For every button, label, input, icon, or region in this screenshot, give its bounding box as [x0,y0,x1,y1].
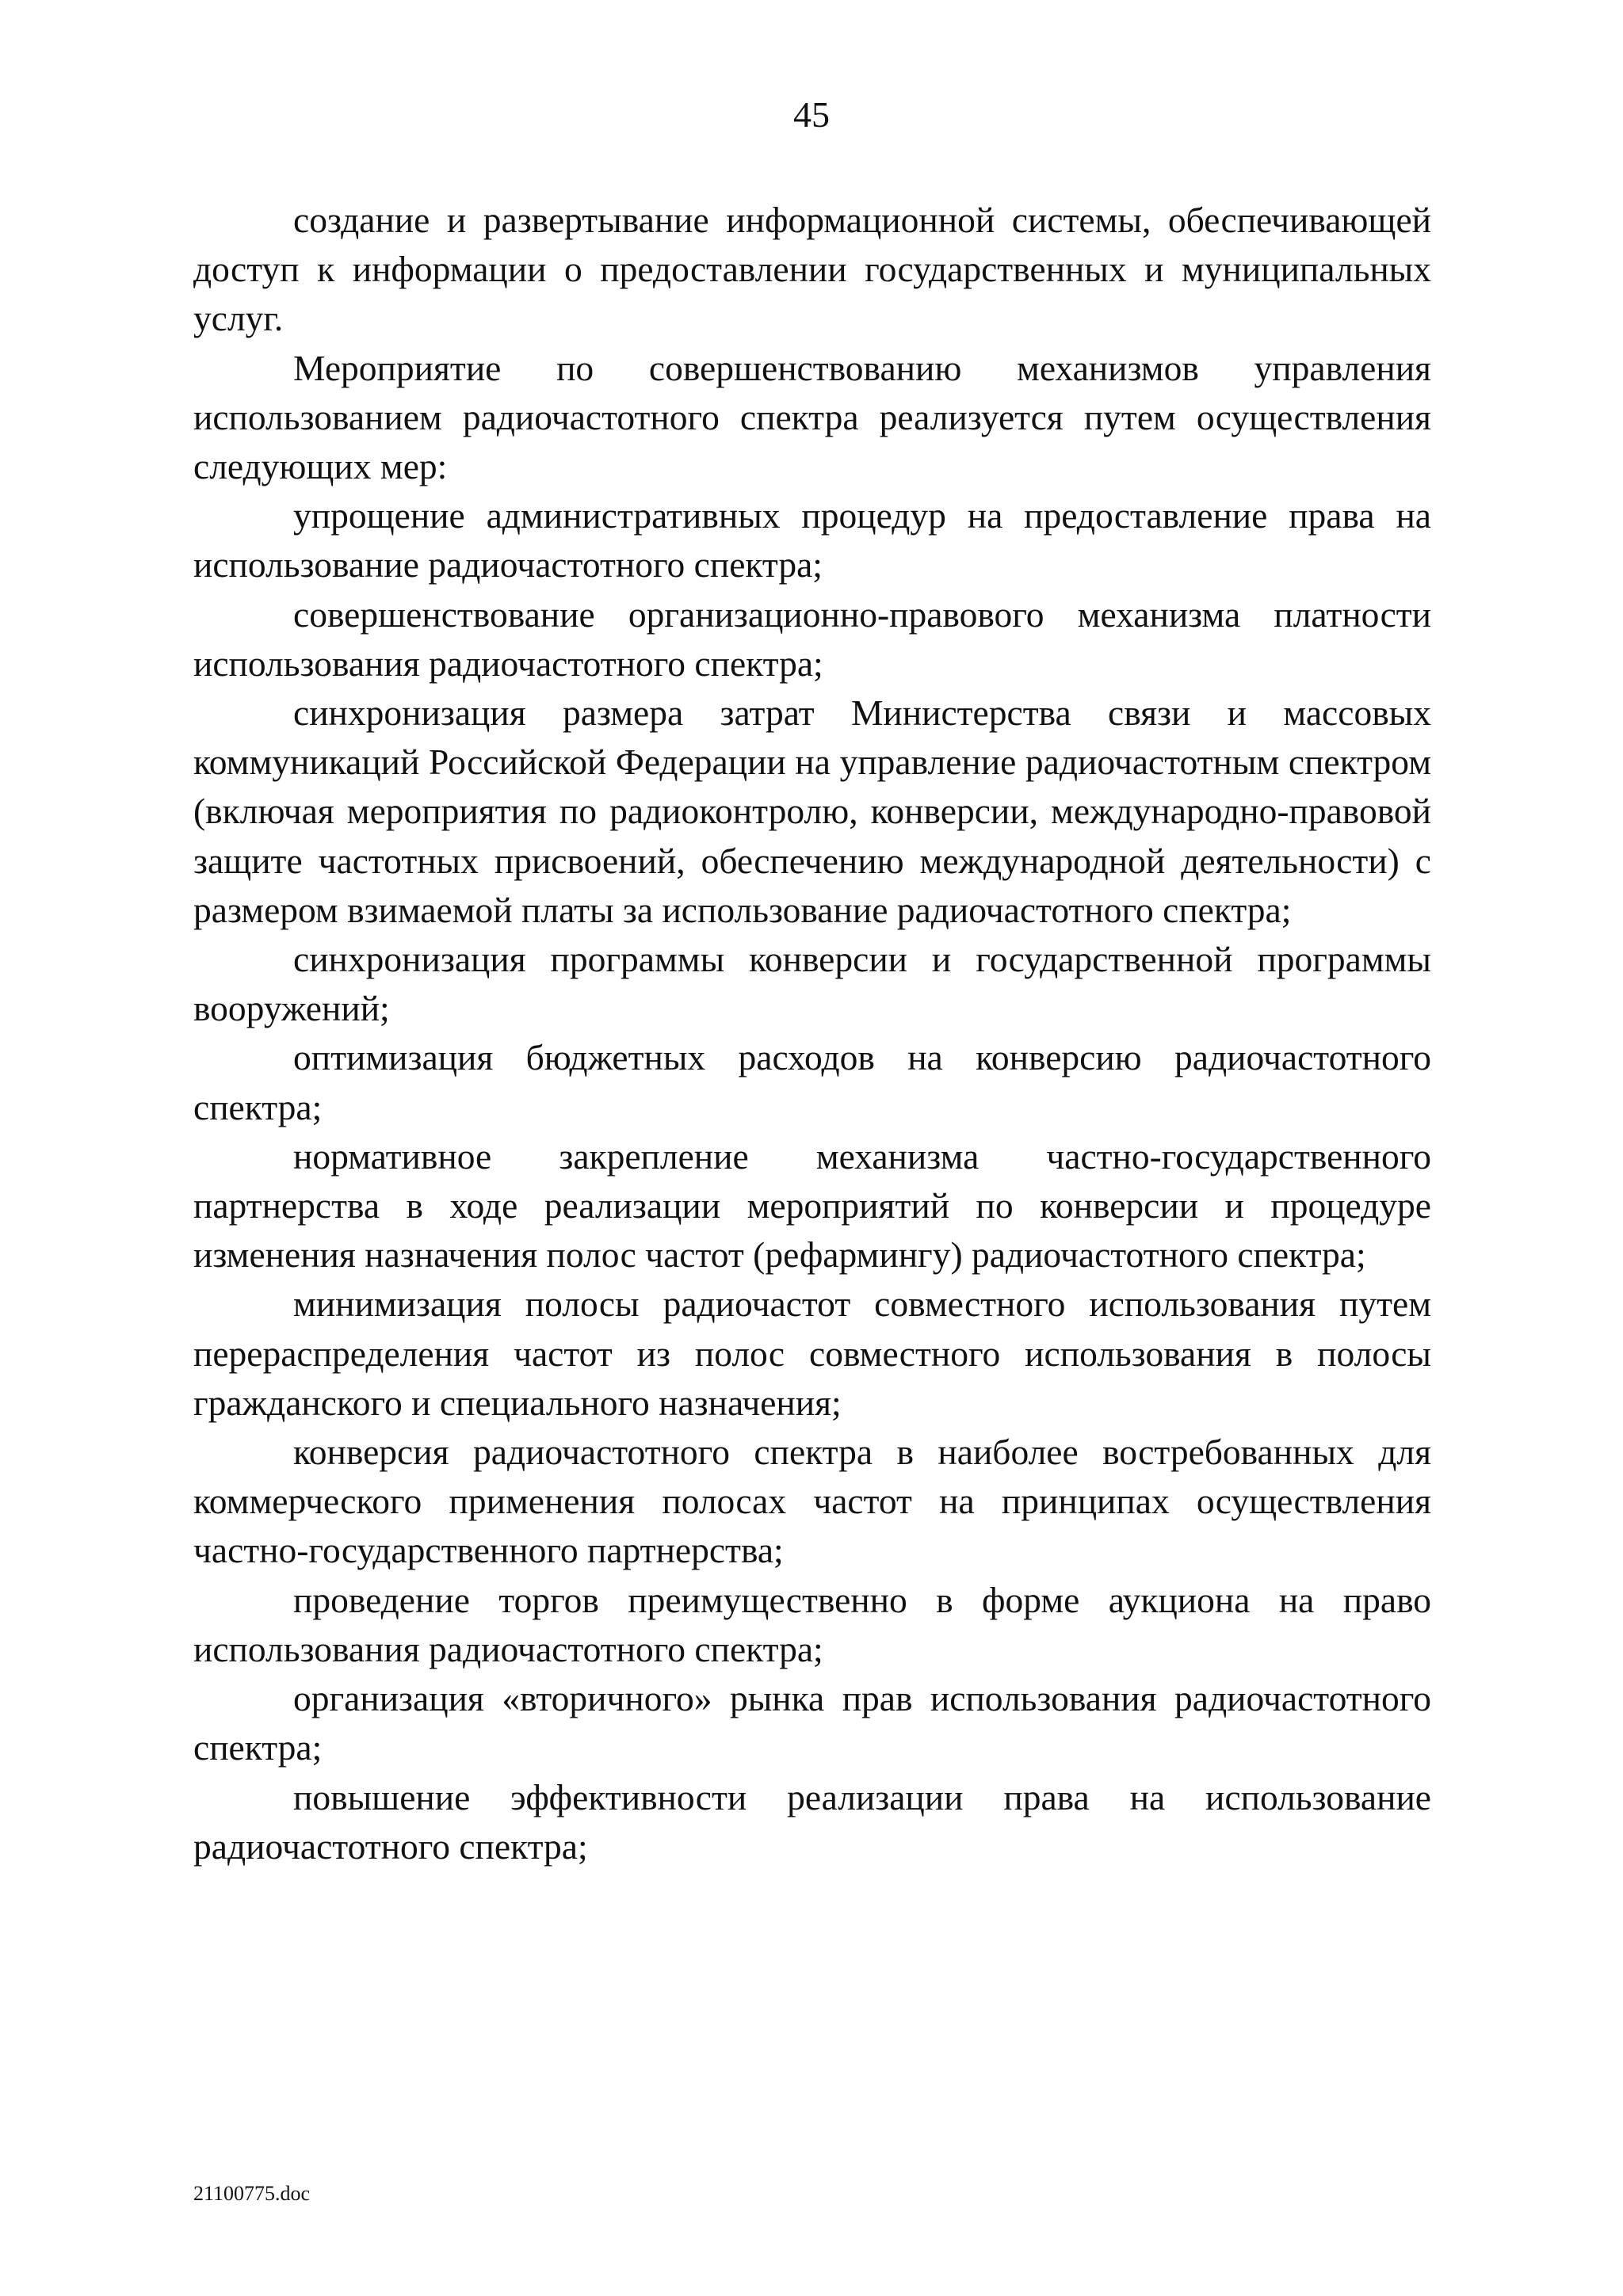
list-item: минимизация полосы радиочастот совместного использования путем перераспределения частот из полос совместного использования в полосы гражданского и специального назначения; [193,1283,1431,1423]
document-body [193,196,1431,1871]
list-item: повышение эффективности реализации права на использование радиочастотного спектра; [193,1776,1431,1867]
page-number: 45 [793,94,830,135]
list-item: проведение торгов преимущественно в форме аукциона на право использования радиочастотного спектра; [193,1579,1431,1669]
paragraph: создание и развертывание информационной системы, обеспечивающей доступ к информации о предоставлении государственных и муниципальных услуг. [193,200,1431,339]
list-item: нормативное закрепление механизма частно-государственного партнерства в ходе реализации мероприятий по конверсии и процедуре изменения назначения полос частот (рефармингу) радиочастотного спектра; [193,1135,1431,1276]
list-item: синхронизация размера затрат Министерства связи и массовых коммуникаций Российской Федерации на управление радиочастотным спектром (включая мероприятия по радиоконтролю, конверсии, международно-правовой защите частотных присвоений, обеспечению международной деятельности) с размером взимаемой платы за использование радиочастотного спектра; [193,692,1431,930]
list-item: синхронизация программы конверсии и государственной программы вооружений; [193,939,1431,1029]
footer-file-code: 21100775.doc [193,2182,311,2205]
paragraph: Мероприятие по совершенствованию механизмов управления использованием радиочастотного спектра реализуется путем осуществления следующих мер: [193,347,1431,487]
list-item: организация «вторичного» рынка прав использования радиочастотного спектра; [193,1678,1431,1768]
list-item: совершенствование организационно-правового механизма платности использования радиочастотного спектра; [193,593,1431,684]
list-item: конверсия радиочастотного спектра в наиболее востребованных для коммерческого применения полосах частот на принципах осуществления частно-государственного партнерства; [193,1432,1431,1571]
list-item: оптимизация бюджетных расходов на конверсию радиочастотного спектра; [193,1037,1431,1127]
list-item: упрощение административных процедур на предоставление права на использование радиочастотного спектра; [193,495,1431,585]
